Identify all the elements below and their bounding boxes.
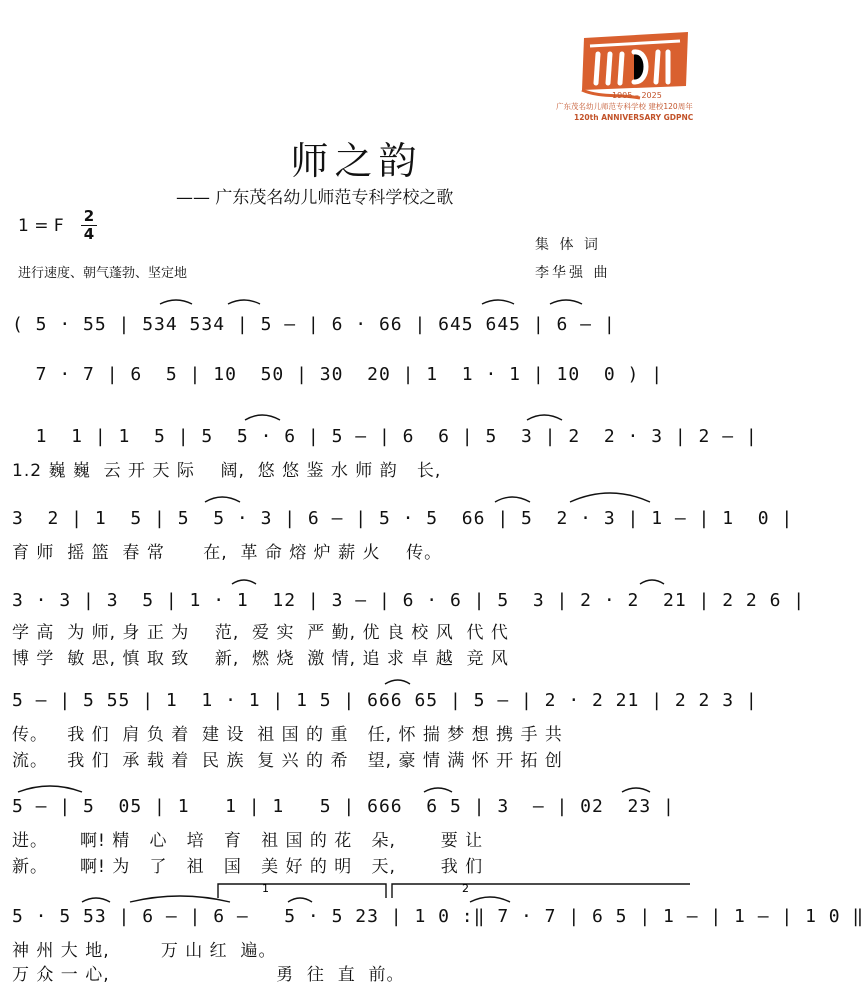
tie-slur	[622, 788, 650, 792]
logo-subtitle: 广东茂名幼儿师范专科学校 建校120周年	[556, 102, 693, 111]
tie-slur	[82, 898, 110, 902]
key-label: 1 = F	[18, 216, 64, 236]
tie-slur	[570, 493, 650, 502]
lyric-verse-1: 神 州 大 地, 万 山 红 遍。	[12, 941, 277, 961]
tie-slur	[640, 580, 664, 584]
volta-bracket-2	[392, 884, 690, 898]
lyric-verse-2: 流。 我 们 承 载 着 民 族 复 兴 的 希 望, 豪 情 满 怀 开 拓 创	[12, 751, 563, 771]
triplet-slur	[550, 300, 582, 304]
time-bottom: 4	[83, 225, 95, 243]
key-signature	[18, 207, 95, 243]
lyric-verse-1: 进。 啊! 精 心 培 育 祖 国 的 花 朵, 要 让	[12, 831, 484, 851]
tie-slur	[232, 580, 256, 584]
notation: 5 – | 5 05 | 1 1 | 1 5 | 666 6 5 | 3 – | 02 23 |	[12, 796, 675, 817]
lyric-verse-2: 博 学 敏 思, 慎 取 致 新, 燃 烧 激 情, 追 求 卓 越 竞 风	[12, 649, 509, 669]
score-line-2	[0, 364, 713, 412]
notation: 3 2 | 1 5 | 5 5 · 3 | 6 – | 5 · 5 66 | 5 2 · 3 | 1 – | 1 0 |	[12, 508, 794, 529]
song-title: 师之韵	[290, 139, 423, 183]
lyric-verse-2: 万 众 一 心, 勇 往 直 前。	[12, 965, 405, 985]
tie-slur	[130, 896, 230, 902]
tie-slur	[495, 497, 530, 502]
score-line-1	[0, 314, 713, 362]
tie-slur	[245, 415, 280, 420]
composer-credit: 李华强 曲	[535, 265, 611, 281]
logo-emblem-icon	[582, 32, 688, 98]
tie-slur	[288, 898, 312, 902]
tie-slur	[385, 680, 410, 684]
song-subtitle: —— 广东茂名幼儿师范专科学校之歌	[176, 188, 454, 208]
tie-slur	[424, 788, 452, 792]
logo-years: 1905 – 2025	[612, 91, 662, 100]
score-line-8	[0, 906, 864, 985]
notation: 5 – | 5 55 | 1 1 · 1 | 1 5 | 666 65 | 5 – | 2 · 2 21 | 2 2 3 |	[12, 690, 758, 711]
notation: 3 · 3 | 3 5 | 1 · 1 12 | 3 – | 6 · 6 | 5 3 | 2 · 2 21 | 2 2 6 |	[12, 590, 806, 611]
score-line-6	[0, 690, 758, 771]
lyricist-credit: 集 体 词	[535, 237, 601, 253]
volta-bracket-1	[218, 884, 386, 898]
tie-slur	[18, 786, 82, 792]
notation: 1 1 | 1 5 | 5 5 · 6 | 5 – | 6 6 | 5 3 | 2 2 · 3 | 2 – |	[12, 426, 758, 447]
tempo-marking: 进行速度、朝气蓬勃、坚定地	[18, 266, 188, 281]
tie-slur	[205, 497, 240, 502]
lyric-verse-1: 育 师 摇 篮 春 常 在, 革 命 熔 炉 薪 火 传。	[12, 543, 443, 563]
score-line-7	[0, 796, 713, 877]
lyric-verse-1: 学 高 为 师, 身 正 为 范, 爱 实 严 勤, 优 良 校 风 代 代	[12, 623, 509, 643]
time-top: 2	[83, 207, 95, 225]
lyric-verse-1: 1.2 巍 巍 云 开 天 际 阔, 悠 悠 鉴 水 师 韵 长,	[12, 461, 442, 481]
triplet-slur	[160, 300, 192, 304]
lyric-verse-2: 新。 啊! 为 了 祖 国 美 好 的 明 天, 我 们	[12, 857, 484, 877]
time-signature	[81, 209, 97, 242]
tie-slur	[527, 415, 562, 420]
tie-slur	[470, 897, 510, 902]
notation: 5 · 5 53 | 6 – | 6 – 5 · 5 23 | 1 0 :‖ 7 · 7 | 6 5 | 1 – | 1 – | 1 0 ‖	[12, 906, 864, 927]
triplet-slur	[482, 300, 514, 304]
score-line-4	[0, 508, 794, 563]
score-line-5	[0, 590, 806, 669]
notation: 7 · 7 | 6 5 | 10 50 | 30 20 | 1 1 · 1 | 10 0 ) |	[12, 364, 664, 385]
notation: ( 5 · 55 | 534 534 | 5 – | 6 · 66 | 645 645 | 6 – |	[12, 314, 616, 335]
volta-label-2: 2	[462, 882, 469, 895]
lyric-verse-1: 传。 我 们 肩 负 着 建 设 祖 国 的 重 任, 怀 揣 梦 想 携 手 共	[12, 725, 563, 745]
logo-english: 120th ANNIVERSARY GDPNC	[574, 113, 694, 122]
score-line-3	[0, 426, 758, 481]
volta-label-1: 1	[262, 882, 269, 895]
triplet-slur	[228, 300, 260, 304]
